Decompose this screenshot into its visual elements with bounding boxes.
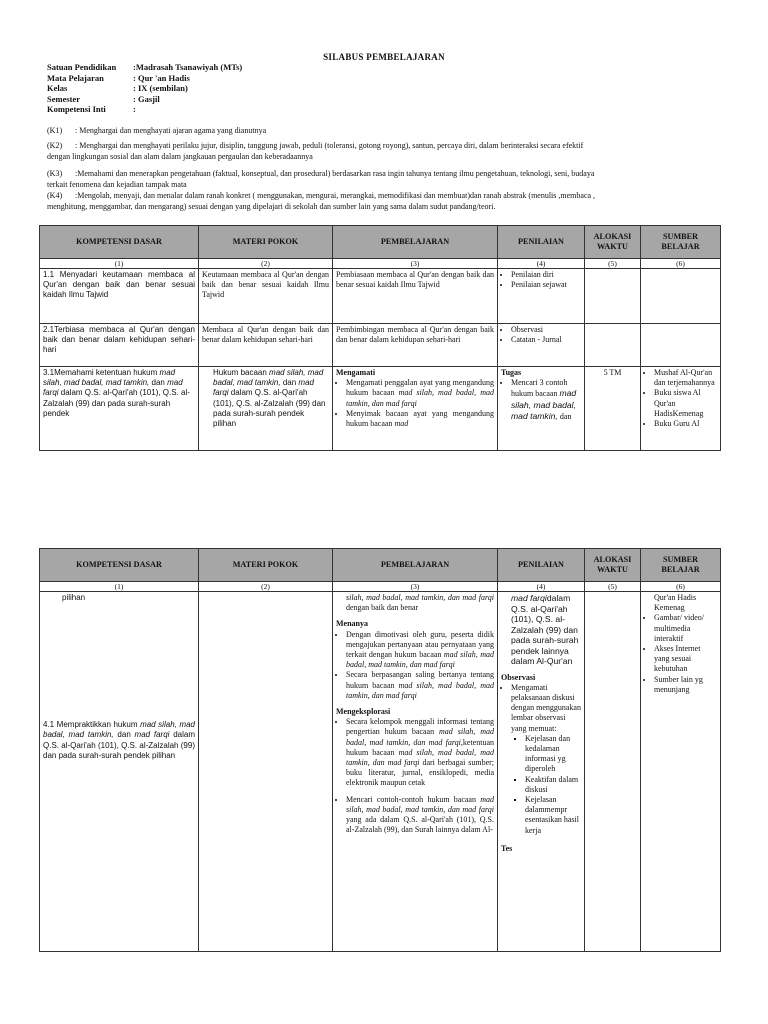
ki-3 (47, 169, 717, 190)
text: dengan baik dan benar (346, 603, 419, 613)
text: Mengamati penggalan ayat yang mengandung hukum bacaan (346, 378, 494, 398)
ki-text: : Menghargai dan menghayati perilaku jujur, disiplin, tanggung jawab, peduli (toleransi, gotong royong), santun, percaya diri, dalam berinteraksi secara efektif (75, 141, 584, 150)
header-penilaian: PENILAIAN (498, 549, 585, 582)
text-italic: silah, mad badal, mad tamkin, dan mad farqi (346, 593, 494, 602)
text-italic: mad silah, mad badal, mad tamkin, dan mad farqi (346, 794, 494, 814)
col-number: (1) (40, 259, 199, 269)
text: ,ketentuan hukum bacaan (346, 737, 494, 757)
sumber-cell (641, 367, 721, 451)
text: dan (559, 411, 572, 421)
header-pembelajaran: PEMBELAJARAN (333, 549, 498, 582)
identity-block (47, 62, 242, 115)
text-italic: mad silah, mad badal, mad tamkin, (43, 368, 176, 388)
text: dalam Q.S. al-Qari'ah (101), Q.S. al-Zalzalah (99) dan pada surah-surah pendek lainnya dalam Al-Qur'an (511, 593, 579, 666)
header-kompetensi-dasar: KOMPETENSI DASAR (40, 226, 199, 259)
list-item: ▪ Kejelasan dan kedalaman informasi yg diperoleh (525, 734, 581, 775)
text-italic: mad silah, mad badal, mad tamkin, dan mad farqi (346, 650, 494, 670)
list-item: • Mushaf Al-Qur'an dan terjemahannya (654, 368, 717, 388)
text-italic: mad farqi (511, 593, 547, 603)
penilaian-cell (498, 324, 585, 367)
list-item (346, 409, 494, 429)
pembelajaran-cell (333, 367, 498, 451)
text: dalam Q.S. al-Qari'ah (101), Q.S. al-Zalzalah (99) dan pada surah-surah pendek pilihan (43, 730, 195, 760)
list-item (346, 795, 494, 836)
col-number: (4) (498, 582, 585, 592)
kd-cell: 2.1Terbiasa membaca al Qur'an dengan baik dan benar dalam kehidupan sehari-hari (40, 324, 199, 367)
materi-cell (199, 367, 333, 451)
identity-key: Kelas (47, 83, 68, 93)
pembelajaran-cell: Pembimbingan membaca al Qur'an dengan baik dan benar dalam kehidupan sehari-hari (333, 324, 498, 367)
text-italic: mad silah, mad badal, mad tamkin, dan mad farqi (346, 680, 494, 700)
text: Hukum bacaan (213, 368, 267, 377)
ki-code: (K3) (47, 169, 63, 178)
kd-4-1 (43, 720, 195, 761)
header-alokasi-waktu: ALOKASI WAKTU (585, 549, 641, 582)
identity-key: Mata Pelajaran (47, 72, 104, 83)
section-heading: Menanya (336, 619, 368, 629)
penilaian-cell (498, 367, 585, 451)
sumber-cell (641, 324, 721, 367)
ki-4 (47, 191, 717, 212)
list-item: • Sumber lain yg menunjang (654, 675, 717, 695)
kd-cell: 1.1 Menyadari keutamaan membaca al Qur'an dengan baik dan benar sesuai kaidah Ilmu Tajwid (40, 269, 199, 324)
section-heading: Observasi (501, 672, 536, 682)
pembelajaran-cell: Pembiasaan membaca al Qur'an dengan baik dan benar sesuai kaidah Ilmu Tajwid (333, 269, 498, 324)
penilaian-cell (498, 269, 585, 324)
text: Secara kelompok menggali informasi tentang pengertian hukum bacaan (346, 717, 494, 737)
syllabus-table-1 (39, 225, 721, 451)
syllabus-table-2 (39, 548, 721, 952)
text: dalam Q.S. al-Qari'ah (101), Q.S. al-Zalzalah (99) dan pada surah-surah pendek pilihan (213, 388, 326, 429)
text-italic: mad silah, mad badal, mad tamkin, (43, 720, 195, 740)
text-italic: mad farqi (43, 378, 183, 398)
list-item: • Penilaian sejawat (511, 280, 581, 290)
text: dan (282, 378, 297, 388)
col-number: (2) (199, 259, 333, 269)
text: 4.1 Mempraktikkan hukum (43, 720, 138, 730)
section-heading: Mengamati (336, 368, 376, 377)
text-italic: mad silah, mad badal, mad tamkin, (511, 388, 577, 421)
waktu-cell (585, 592, 641, 952)
header-kompetensi-dasar: KOMPETENSI DASAR (40, 549, 199, 582)
waktu-cell (585, 269, 641, 324)
text-italic: mad (394, 419, 409, 429)
col-number: (6) (641, 259, 721, 269)
kd-cell (40, 592, 199, 952)
text: Mencari 3 contoh hukum bacaan (511, 378, 568, 399)
ki-code: (K1) (47, 126, 63, 135)
table-row (40, 269, 721, 324)
header-materi-pokok: MATERI POKOK (199, 226, 333, 259)
header-sumber-belajar: SUMBER BELAJAR (641, 549, 721, 582)
col-number: (5) (585, 582, 641, 592)
kd-cell (40, 367, 199, 451)
table-row (40, 367, 721, 451)
list-item (346, 717, 494, 788)
list-item: • Buku siswa Al Qur'an HadisKemenag (654, 388, 717, 419)
list-item: ▪ Keaktifan dalam diskusi (525, 775, 581, 795)
text: dan (117, 730, 131, 740)
text: Mencari contoh-contoh hukum bacaan (346, 794, 476, 804)
list-item: • Observasi (511, 325, 581, 335)
col-number: (2) (199, 582, 333, 592)
table-row (40, 324, 721, 367)
waktu-cell (585, 324, 641, 367)
ki-2 (47, 141, 717, 162)
header-materi-pokok: MATERI POKOK (199, 549, 333, 582)
ki-text: : Menghargai dan menghayati ajaran agama yang dianutnya (75, 126, 267, 135)
text-italic: mad silah, mad badal, mad tamkin, dan mad farqi (346, 727, 494, 747)
ki-text: :Mengolah, menyaji, dan menalar dalam ranah konkret ( menggunakan, mengurai, merangkai, memodifikasi dan membuat)dan ranah abstrak (menulis ,membaca , (75, 191, 596, 200)
identity-value: : Gasjil (133, 93, 160, 104)
list-item (346, 378, 494, 409)
identity-key: Satuan Pendidikan (47, 62, 117, 72)
col-number: (4) (498, 259, 585, 269)
waktu-cell: 5 TM (585, 367, 641, 451)
text: dalam Q.S. al-Qari'ah (101), Q.S. al-Zalzalah (99) dan pada surah-surah pendek (43, 388, 190, 418)
text (336, 593, 494, 613)
identity-key: Kompetensi Inti (47, 104, 106, 114)
identity-value: : Qur 'an Hadis (133, 72, 190, 83)
header-sumber-belajar: SUMBER BELAJAR (641, 226, 721, 259)
section-heading: Tugas (501, 368, 522, 377)
text: Menyimak bacaan ayat yang mengandung hukum bacaan (346, 408, 494, 429)
list-item (346, 630, 494, 671)
section-heading: Tes (501, 843, 513, 853)
text: Secara berpasangan saling bertanya tentang hukum bacaan (346, 670, 494, 690)
header-alokasi-waktu: ALOKASI WAKTU (585, 226, 641, 259)
col-number: (3) (333, 259, 498, 269)
list-item (346, 670, 494, 701)
text: 3.1Memahami ketentuan hukum (43, 368, 158, 377)
list-item (511, 683, 581, 836)
text: Mengamati pelaksanaan diskusi dengan menggunakan lembar observasi yang memuat: (511, 682, 581, 733)
text-italic: mad silah, mad badal, mad tamkin, (213, 368, 324, 388)
header-penilaian: PENILAIAN (498, 226, 585, 259)
identity-key: Semester (47, 93, 81, 104)
identity-value: :Madrasah Tsanawiyah (MTs) (133, 62, 243, 72)
text-italic: mad farqi (213, 378, 314, 398)
col-number: (3) (333, 582, 498, 592)
col-number: (6) (641, 582, 721, 592)
ki-text-cont: menghitung, menggambar, dan mengarang) sesuai dengan yang dipelajari di sekolah dan sumber lain yang sama dalam sudut pandang/teori. (47, 201, 496, 211)
materi-cell (199, 592, 333, 952)
header-pembelajaran: PEMBELAJARAN (333, 226, 498, 259)
text-italic: mad silah, mad badal, mad tamkin, dan mad farqi (346, 747, 494, 768)
materi-cell: Membaca al Qur'an dengan baik dan benar dalam kehidupan sehari-hari (199, 324, 333, 367)
col-number: (5) (585, 259, 641, 269)
list-item: • Buku Guru Al (654, 419, 717, 429)
col-number: (1) (40, 582, 199, 592)
sumber-cell (641, 269, 721, 324)
text (501, 593, 581, 667)
text: dan (151, 378, 165, 388)
list-item: • Catatan - Jurnal (511, 335, 581, 345)
ki-1 (47, 126, 717, 137)
list-item: ▪ Kejelasan dalammempr esentasikan hasil kerja (525, 795, 581, 836)
penilaian-cell (498, 592, 585, 952)
ki-text: :Memahami dan menerapkan pengetahuan (faktual, konseptual, dan prosedural) berdasarkan rasa ingin tahunya tentang ilmu pengetahuan, teknologi, seni, budaya (75, 169, 595, 178)
list-item: • Penilaian diri (511, 270, 581, 280)
ki-code: (K2) (47, 141, 63, 150)
text: dari berbagai sumber; buku literatur, jurnal, ensiklopedi, media elektronik maupun cetak (346, 758, 494, 788)
text-italic: mad farqi (134, 730, 170, 740)
list-item: • Gambar/ video/ multimedia interaktif (654, 613, 717, 644)
text: pilihan (62, 593, 86, 602)
ki-text-cont: dengan lingkungan sosial dan alam dalam jangkauan pergaulan dan keberadaannya (47, 151, 313, 161)
text: yang ada dalam Q.S. al-Qari'ah (101), Q.S. al-Zalzalah (99), dan Surah lainnya dalam Al- (346, 815, 494, 835)
identity-value: : (133, 104, 136, 114)
ki-code: (K4) (47, 191, 63, 200)
ki-text-cont: terkait fenomena dan kejadian tampak mata (47, 179, 187, 189)
list-item: • Akses Internet yang sesuai kebutuhan (654, 644, 717, 675)
document-title: SILABUS PEMBELAJARAN (323, 52, 445, 62)
text: Dengan dimotivasi oleh guru, peserta didik mengajukan pertanyaan atau pernyataan yang terkait dengan hukum bacaan (346, 629, 494, 660)
table-row (40, 592, 721, 952)
sumber-cell (641, 592, 721, 952)
text-italic: mad silah, mad badal, mad tamkin, dan mad farqi (346, 388, 494, 408)
text: Qur'an Hadis Kemenag (654, 593, 697, 613)
section-heading: Mengeksplorasi (336, 707, 391, 717)
materi-cell: Keutamaan membaca al Qur'an dengan baik dan benar sesuai kaidah Ilmu Tajwid (199, 269, 333, 324)
pembelajaran-cell (333, 592, 498, 952)
identity-value: : IX (sembilan) (133, 83, 188, 93)
list-item (511, 378, 581, 422)
